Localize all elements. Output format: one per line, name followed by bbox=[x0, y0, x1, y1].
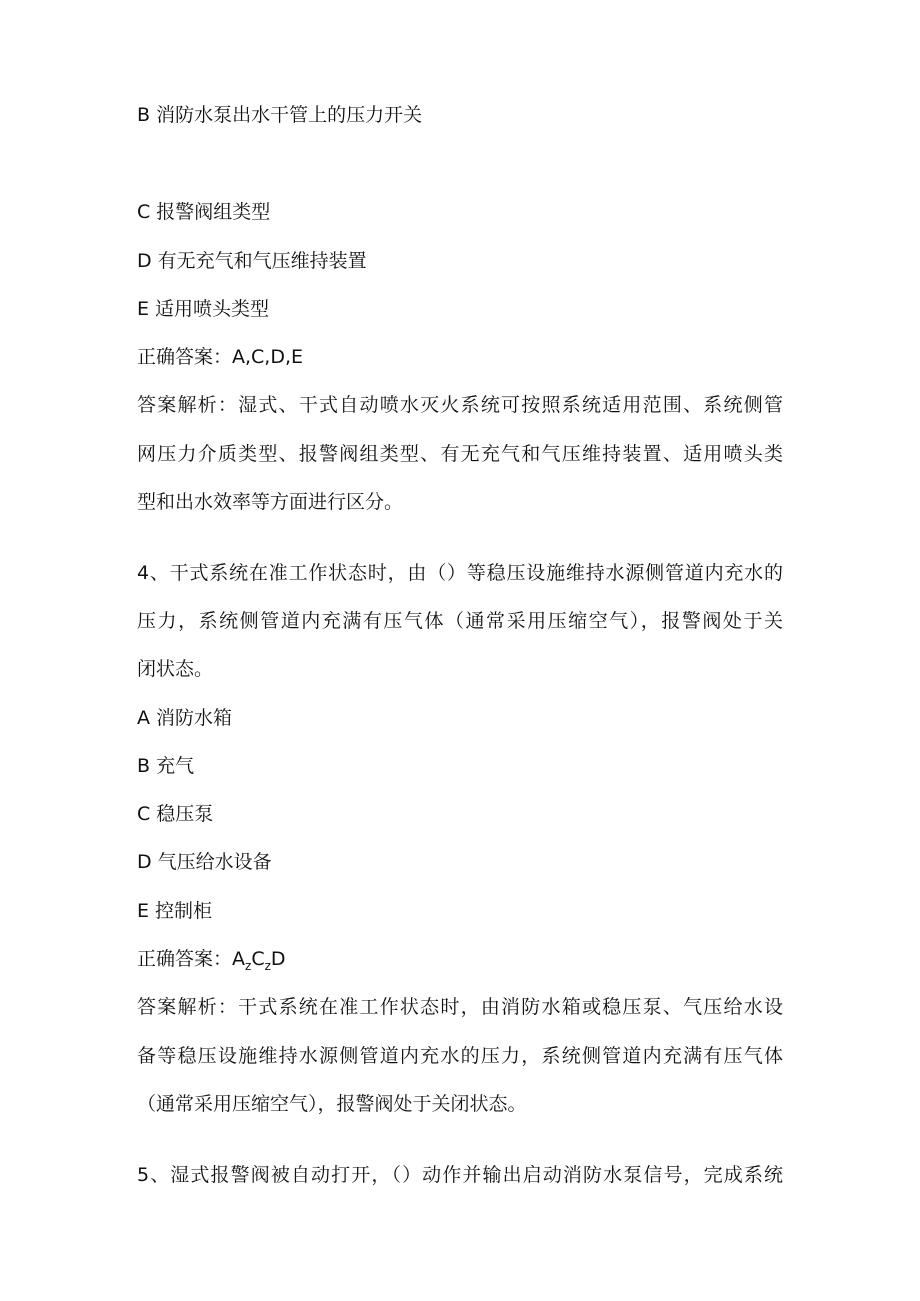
q4-answer-separator: z bbox=[245, 959, 252, 973]
q3-option-d: D 有无充气和气压维持装置 bbox=[137, 250, 367, 272]
q4-option-e: E 控制柜 bbox=[137, 900, 213, 922]
q3-option-e: E 适用喷头类型 bbox=[137, 298, 270, 320]
q4-option-c: C 稳压泵 bbox=[137, 803, 214, 825]
q4-question-line: 闭状态。 bbox=[137, 658, 214, 680]
q3-option-c: C 报警阀组类型 bbox=[137, 201, 271, 223]
q4-answer bbox=[137, 947, 286, 973]
q4-option-d: D 气压给水设备 bbox=[137, 851, 272, 873]
q4-analysis-line: （通常采用压缩空气），报警阀处于关闭状态。 bbox=[137, 1093, 527, 1115]
q4-answer-separator: z bbox=[264, 959, 271, 973]
q4-answer-letter: D bbox=[270, 948, 286, 970]
q4-analysis-line: 备等稳压设施维持水源侧管道内充水的压力，系统侧管道内充满有压气体 bbox=[137, 1045, 783, 1067]
q3-analysis-line: 网压力介质类型、报警阀组类型、有无充气和气压维持装置、适用喷头类 bbox=[137, 443, 783, 465]
q4-analysis-line: 答案解析：干式系统在准工作状态时，由消防水箱或稳压泵、气压给水设 bbox=[137, 996, 783, 1018]
q3-analysis-line: 答案解析：湿式、干式自动喷水灭火系统可按照系统适用范围、系统侧管 bbox=[137, 394, 783, 416]
q4-option-b: B 充气 bbox=[137, 755, 195, 777]
q4-answer-prefix: 正确答案： bbox=[137, 948, 233, 970]
q5-question-line: 5、湿式报警阀被自动打开，（）动作并输出启动消防水泵信号，完成系统 bbox=[137, 1164, 783, 1186]
q4-question-line: 4、干式系统在准工作状态时，由（）等稳压设施维持水源侧管道内充水的 bbox=[137, 562, 783, 584]
q4-answer-letter: C bbox=[251, 948, 265, 970]
q4-answer-letter: A bbox=[232, 948, 246, 970]
q3-analysis-line: 型和出水效率等方面进行区分。 bbox=[137, 491, 404, 513]
q3-option-b: B 消防水泵出水干管上的压力开关 bbox=[137, 104, 423, 126]
q4-question-line: 压力，系统侧管道内充满有压气体（通常采用压缩空气），报警阀处于关 bbox=[137, 610, 783, 632]
q4-option-a: A 消防水箱 bbox=[137, 707, 233, 729]
q3-answer: 正确答案：A,C,D,E bbox=[137, 346, 304, 368]
